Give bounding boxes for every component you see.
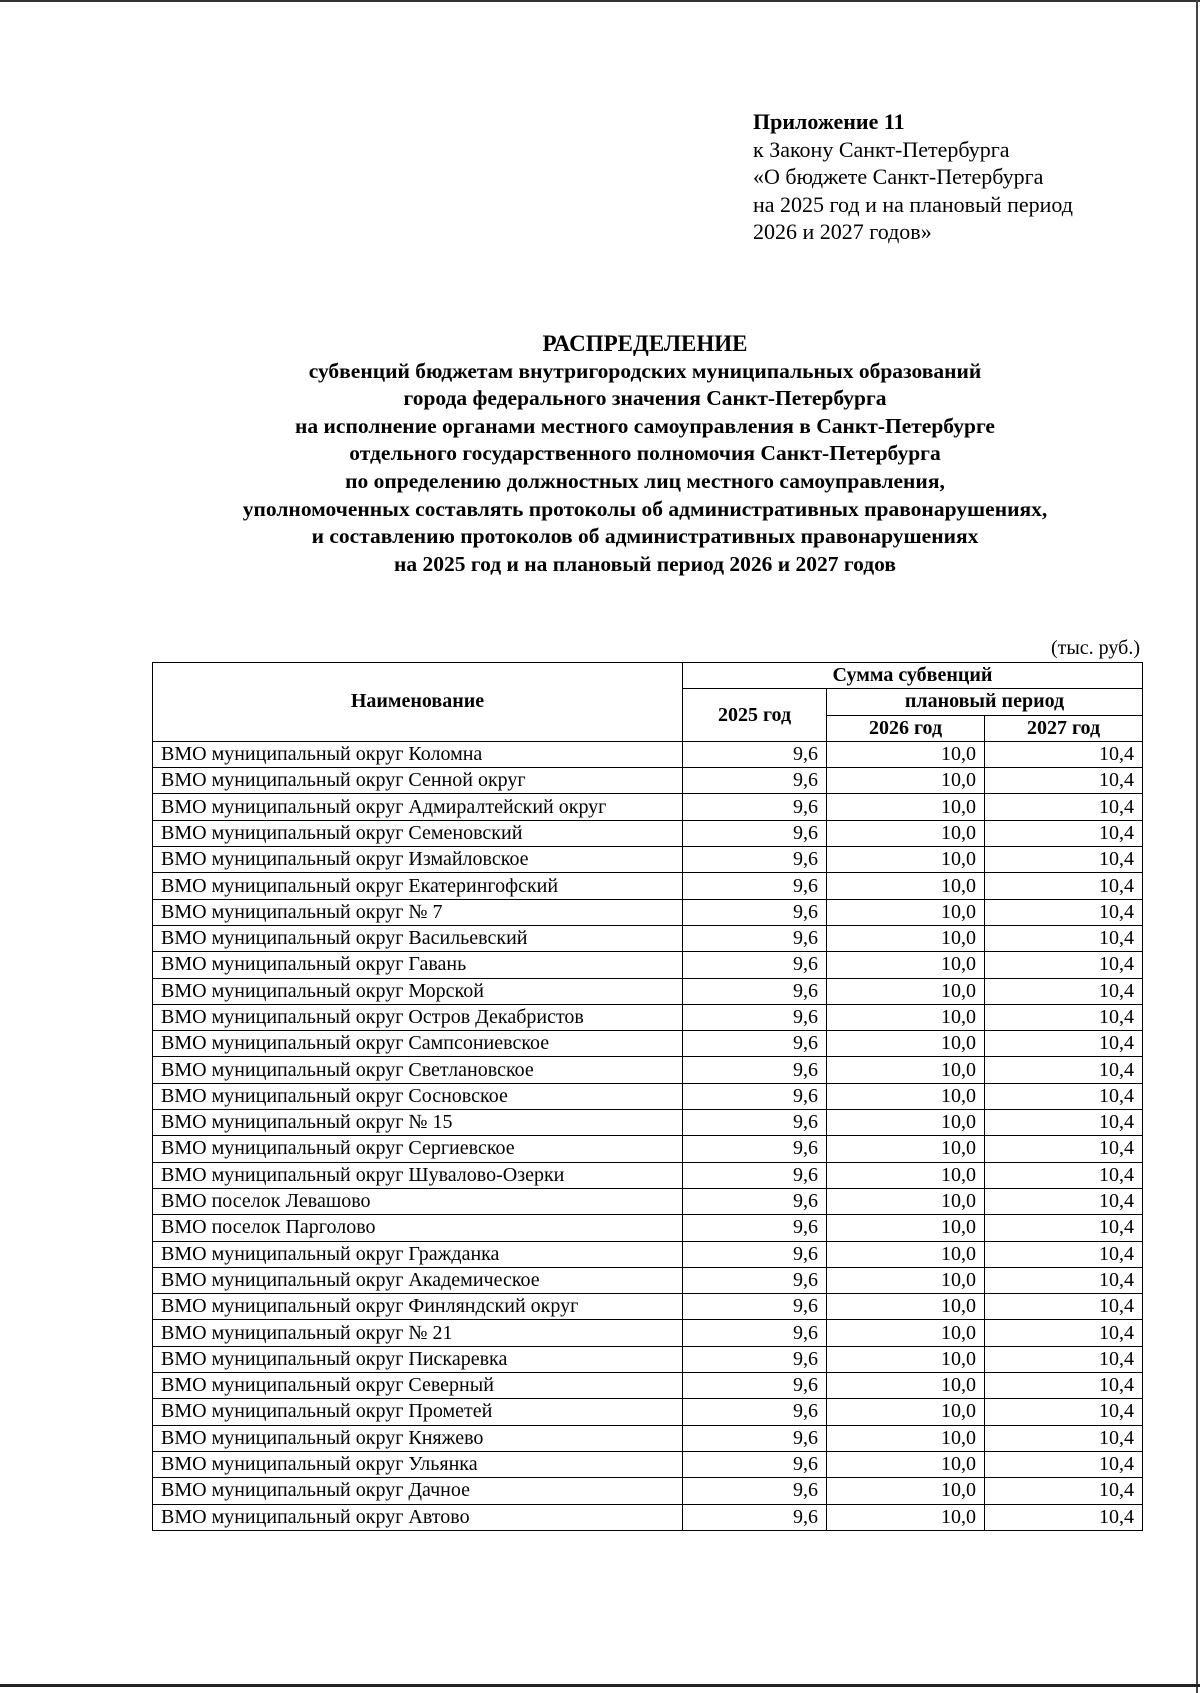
row-value-2027: 10,4 xyxy=(985,847,1143,873)
row-value-2025: 9,6 xyxy=(683,1504,827,1530)
header-year-2027: 2027 год xyxy=(985,715,1143,741)
row-value-2025: 9,6 xyxy=(683,1188,827,1214)
table-row xyxy=(153,1399,1143,1425)
table-row xyxy=(153,1083,1143,1109)
row-value-2026: 10,0 xyxy=(827,873,985,899)
row-name-cell: ВМО муниципальный округ Северный xyxy=(153,1373,683,1399)
row-value-2025: 9,6 xyxy=(683,1004,827,1030)
row-name-cell: ВМО муниципальный округ Васильевский xyxy=(153,925,683,951)
table-row xyxy=(153,1215,1143,1241)
row-value-2026: 10,0 xyxy=(827,1136,985,1162)
table-row xyxy=(153,952,1143,978)
row-name-cell: ВМО муниципальный округ Светлановское xyxy=(153,1057,683,1083)
row-name-cell: ВМО муниципальный округ Екатерингофский xyxy=(153,873,683,899)
row-value-2027: 10,4 xyxy=(985,925,1143,951)
row-value-2025: 9,6 xyxy=(683,978,827,1004)
row-name-cell: ВМО муниципальный округ Гражданка xyxy=(153,1241,683,1267)
table-row xyxy=(153,847,1143,873)
row-value-2025: 9,6 xyxy=(683,1031,827,1057)
table-row xyxy=(153,1004,1143,1030)
row-value-2027: 10,4 xyxy=(985,1451,1143,1477)
row-name-cell: ВМО муниципальный округ Гавань xyxy=(153,952,683,978)
row-value-2027: 10,4 xyxy=(985,1241,1143,1267)
table-row xyxy=(153,1241,1143,1267)
row-value-2026: 10,0 xyxy=(827,1399,985,1425)
row-name-cell: ВМО муниципальный округ Семеновский xyxy=(153,820,683,846)
row-name-cell: ВМО муниципальный округ № 15 xyxy=(153,1110,683,1136)
row-value-2027: 10,4 xyxy=(985,1188,1143,1214)
row-value-2025: 9,6 xyxy=(683,1215,827,1241)
row-value-2027: 10,4 xyxy=(985,1373,1143,1399)
row-name-cell: ВМО муниципальный округ Морской xyxy=(153,978,683,1004)
row-value-2026: 10,0 xyxy=(827,978,985,1004)
row-value-2026: 10,0 xyxy=(827,820,985,846)
row-value-2027: 10,4 xyxy=(985,1215,1143,1241)
table-row xyxy=(153,1267,1143,1293)
row-value-2027: 10,4 xyxy=(985,978,1143,1004)
row-value-2026: 10,0 xyxy=(827,847,985,873)
row-value-2026: 10,0 xyxy=(827,1320,985,1346)
row-value-2025: 9,6 xyxy=(683,1346,827,1372)
appendix-number: Приложение 11 xyxy=(753,109,905,134)
header-name: Наименование xyxy=(153,663,683,742)
row-value-2026: 10,0 xyxy=(827,952,985,978)
row-name-cell: ВМО муниципальный округ Шувалово-Озерки xyxy=(153,1162,683,1188)
row-name-cell: ВМО муниципальный округ № 21 xyxy=(153,1320,683,1346)
row-value-2027: 10,4 xyxy=(985,1425,1143,1451)
row-name-cell: ВМО муниципальный округ Пискаревка xyxy=(153,1346,683,1372)
table-row xyxy=(153,1136,1143,1162)
table-row xyxy=(153,768,1143,794)
title-line: на 2025 год и на плановый период 2026 и 2027 годов xyxy=(394,551,896,576)
row-value-2025: 9,6 xyxy=(683,899,827,925)
row-value-2027: 10,4 xyxy=(985,899,1143,925)
table-row xyxy=(153,1478,1143,1504)
header-sum: Сумма субвенций xyxy=(683,663,1143,689)
row-value-2026: 10,0 xyxy=(827,1267,985,1293)
row-value-2027: 10,4 xyxy=(985,1110,1143,1136)
row-value-2025: 9,6 xyxy=(683,820,827,846)
row-value-2027: 10,4 xyxy=(985,873,1143,899)
row-value-2027: 10,4 xyxy=(985,1504,1143,1530)
row-value-2027: 10,4 xyxy=(985,1136,1143,1162)
row-name-cell: ВМО поселок Парголово xyxy=(153,1215,683,1241)
row-value-2025: 9,6 xyxy=(683,1083,827,1109)
table-row xyxy=(153,1031,1143,1057)
row-name-cell: ВМО муниципальный округ Автово xyxy=(153,1504,683,1530)
row-value-2026: 10,0 xyxy=(827,1451,985,1477)
table-row xyxy=(153,1188,1143,1214)
row-value-2025: 9,6 xyxy=(683,1267,827,1293)
appendix-line: к Закону Санкт-Петербурга xyxy=(753,136,1010,162)
row-name-cell: ВМО муниципальный округ Коломна xyxy=(153,741,683,767)
row-value-2026: 10,0 xyxy=(827,1241,985,1267)
appendix-line: на 2025 год и на плановый период xyxy=(753,191,1073,217)
row-value-2027: 10,4 xyxy=(985,1162,1143,1188)
document-title xyxy=(140,330,1150,578)
row-value-2027: 10,4 xyxy=(985,1478,1143,1504)
row-name-cell: ВМО муниципальный округ Прометей xyxy=(153,1399,683,1425)
row-name-cell: ВМО поселок Левашово xyxy=(153,1188,683,1214)
row-value-2026: 10,0 xyxy=(827,1373,985,1399)
row-value-2026: 10,0 xyxy=(827,1083,985,1109)
row-name-cell: ВМО муниципальный округ Измайловское xyxy=(153,847,683,873)
row-name-cell: ВМО муниципальный округ Ульянка xyxy=(153,1451,683,1477)
row-value-2027: 10,4 xyxy=(985,1399,1143,1425)
row-name-cell: ВМО муниципальный округ Дачное xyxy=(153,1478,683,1504)
row-value-2025: 9,6 xyxy=(683,1110,827,1136)
table-row xyxy=(153,1162,1143,1188)
row-value-2025: 9,6 xyxy=(683,873,827,899)
row-value-2027: 10,4 xyxy=(985,741,1143,767)
row-value-2025: 9,6 xyxy=(683,952,827,978)
appendix-line: 2026 и 2027 годов» xyxy=(753,219,932,244)
row-value-2026: 10,0 xyxy=(827,925,985,951)
row-value-2025: 9,6 xyxy=(683,1294,827,1320)
row-value-2026: 10,0 xyxy=(827,1188,985,1214)
units-label: (тыс. руб.) xyxy=(1050,637,1140,659)
row-value-2026: 10,0 xyxy=(827,1215,985,1241)
table-row xyxy=(153,873,1143,899)
row-name-cell: ВМО муниципальный округ Княжево xyxy=(153,1425,683,1451)
row-value-2026: 10,0 xyxy=(827,1294,985,1320)
row-value-2025: 9,6 xyxy=(683,1425,827,1451)
appendix-header xyxy=(753,108,1153,246)
table-row xyxy=(153,1057,1143,1083)
table-row xyxy=(153,1294,1143,1320)
row-value-2026: 10,0 xyxy=(827,899,985,925)
table-row xyxy=(153,820,1143,846)
row-value-2027: 10,4 xyxy=(985,1320,1143,1346)
table-row xyxy=(153,899,1143,925)
title-line: отдельного государственного полномочия Санкт-Петербурга xyxy=(349,441,941,466)
row-value-2027: 10,4 xyxy=(985,1346,1143,1372)
row-value-2025: 9,6 xyxy=(683,1162,827,1188)
table-row xyxy=(153,978,1143,1004)
row-value-2026: 10,0 xyxy=(827,1057,985,1083)
row-value-2027: 10,4 xyxy=(985,1057,1143,1083)
row-name-cell: ВМО муниципальный округ Сампсониевское xyxy=(153,1031,683,1057)
table-header xyxy=(153,663,1143,742)
row-value-2025: 9,6 xyxy=(683,768,827,794)
table-row xyxy=(153,1451,1143,1477)
row-value-2027: 10,4 xyxy=(985,952,1143,978)
table-row xyxy=(153,1425,1143,1451)
row-value-2026: 10,0 xyxy=(827,1425,985,1451)
table-row xyxy=(153,1373,1143,1399)
row-value-2025: 9,6 xyxy=(683,1373,827,1399)
row-name-cell: ВМО муниципальный округ Сосновское xyxy=(153,1083,683,1109)
row-value-2026: 10,0 xyxy=(827,741,985,767)
row-value-2025: 9,6 xyxy=(683,1320,827,1346)
header-planned-period: плановый период xyxy=(827,689,1143,715)
table-row xyxy=(153,741,1143,767)
header-year-2025: 2025 год xyxy=(683,689,827,742)
header-year-2026: 2026 год xyxy=(827,715,985,741)
row-name-cell: ВМО муниципальный округ Сенной округ xyxy=(153,768,683,794)
table-row xyxy=(153,1110,1143,1136)
row-value-2026: 10,0 xyxy=(827,1162,985,1188)
row-name-cell: ВМО муниципальный округ Сергиевское xyxy=(153,1136,683,1162)
row-value-2027: 10,4 xyxy=(985,1004,1143,1030)
row-value-2027: 10,4 xyxy=(985,768,1143,794)
table-row xyxy=(153,925,1143,951)
row-value-2025: 9,6 xyxy=(683,847,827,873)
row-value-2025: 9,6 xyxy=(683,1399,827,1425)
row-value-2026: 10,0 xyxy=(827,768,985,794)
row-value-2025: 9,6 xyxy=(683,1057,827,1083)
title-line: субвенций бюджетам внутригородских муниципальных образований xyxy=(308,358,982,383)
page-edge-bottom xyxy=(0,1684,1200,1687)
row-name-cell: ВМО муниципальный округ Остров Декабристов xyxy=(153,1004,683,1030)
table-body xyxy=(153,741,1143,1530)
title-line: города федерального значения Санкт-Петербурга xyxy=(403,386,887,411)
row-value-2025: 9,6 xyxy=(683,794,827,820)
table-row xyxy=(153,1504,1143,1530)
row-name-cell: ВМО муниципальный округ Финляндский округ xyxy=(153,1294,683,1320)
page-edge-top xyxy=(0,0,1200,2)
row-name-cell: ВМО муниципальный округ Академическое xyxy=(153,1267,683,1293)
table-row xyxy=(153,1320,1143,1346)
title-line: уполномоченных составлять протоколы об административных правонарушениях, xyxy=(242,496,1048,521)
subvention-table xyxy=(152,662,1143,1531)
row-value-2025: 9,6 xyxy=(683,1451,827,1477)
row-value-2027: 10,4 xyxy=(985,1267,1143,1293)
row-value-2025: 9,6 xyxy=(683,1478,827,1504)
row-value-2026: 10,0 xyxy=(827,1478,985,1504)
row-value-2025: 9,6 xyxy=(683,741,827,767)
row-value-2026: 10,0 xyxy=(827,1346,985,1372)
row-value-2026: 10,0 xyxy=(827,1504,985,1530)
row-value-2026: 10,0 xyxy=(827,1110,985,1136)
table-row xyxy=(153,794,1143,820)
table-row xyxy=(153,1346,1143,1372)
row-value-2025: 9,6 xyxy=(683,925,827,951)
row-value-2025: 9,6 xyxy=(683,1136,827,1162)
row-value-2026: 10,0 xyxy=(827,794,985,820)
row-value-2025: 9,6 xyxy=(683,1241,827,1267)
row-value-2026: 10,0 xyxy=(827,1031,985,1057)
row-value-2027: 10,4 xyxy=(985,820,1143,846)
title-line: на исполнение органами местного самоуправления в Санкт-Петербурге xyxy=(295,413,995,438)
row-value-2027: 10,4 xyxy=(985,794,1143,820)
row-name-cell: ВМО муниципальный округ Адмиралтейский округ xyxy=(153,794,683,820)
row-value-2026: 10,0 xyxy=(827,1004,985,1030)
title-line: и составлению протоколов об административных правонарушениях xyxy=(311,524,979,549)
row-value-2027: 10,4 xyxy=(985,1083,1143,1109)
title-main: РАСПРЕДЕЛЕНИЕ xyxy=(542,331,748,356)
page-edge-right xyxy=(1196,0,1198,1693)
appendix-line: «О бюджете Санкт-Петербурга xyxy=(753,164,1044,189)
title-line: по определению должностных лиц местного самоуправления, xyxy=(345,468,945,493)
row-value-2027: 10,4 xyxy=(985,1294,1143,1320)
row-name-cell: ВМО муниципальный округ № 7 xyxy=(153,899,683,925)
row-value-2027: 10,4 xyxy=(985,1031,1143,1057)
